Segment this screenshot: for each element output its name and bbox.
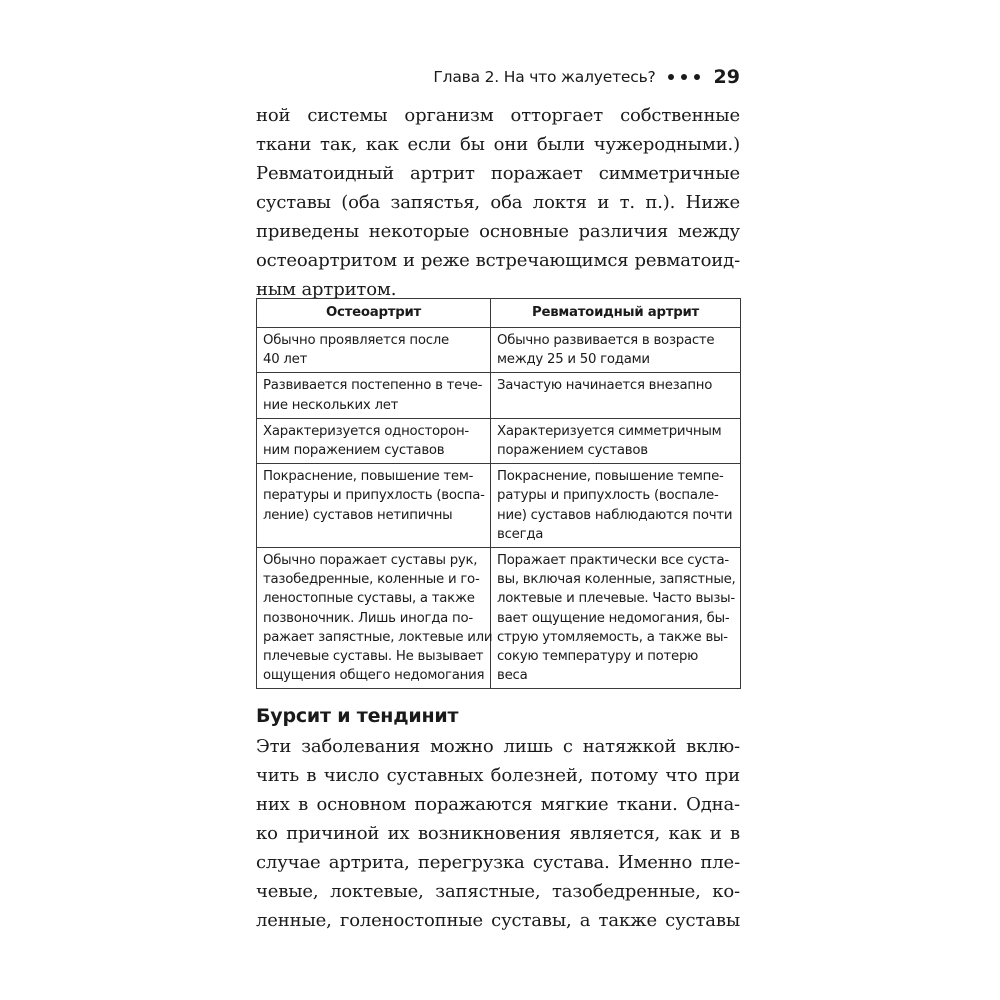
text-line: ленные, голеностопные суставы, а также суставы [256,910,740,931]
cell-line: ним поражением суставов [263,443,445,459]
cell-line: Характеризуется односторон- [263,423,469,439]
text-line: Эти заболевания можно лишь с натяжкой вклю- [256,736,740,757]
cell-line: плечевые суставы. Не вызывает [263,649,484,665]
cell-line: сокую температуру и потерю [497,649,699,665]
ornament-dot [668,74,674,80]
cell-line: локтевые и плечевые. Часто вызы- [497,591,735,607]
cell-line: Покраснение, повышение тем- [263,469,474,485]
cell-line: вает ощущение недомогания, бы- [497,610,730,626]
table-cell [257,464,491,548]
cell-line: 40 лет [263,352,308,368]
cell-line: Обычно проявляется после [263,333,449,348]
table-cell [257,328,491,373]
cell-line: поражением суставов [497,443,648,459]
cell-line: позвоночник. Лишь иногда по- [263,610,473,626]
cell-line: веса [497,668,528,684]
column-header-rheumatoid: Ревматоидный артрит [491,299,741,328]
cell-line: Покраснение, повышение темпе- [497,469,724,485]
text-line: ко причиной их возникновения является, как и в [256,823,740,844]
ornament-dot [694,74,700,80]
text-line: чевые, локтевые, запястные, тазобедренные, ко- [256,881,740,902]
cell-line: струю утомляемость, а также вы- [497,629,728,645]
running-head [256,62,740,92]
chapter-title: Глава 2. На что жалуетесь? [433,68,656,86]
text-line: случае артрита, перегрузка сустава. Именно пле- [256,852,740,873]
table-row [257,464,741,548]
cell-line: ощущения общего недомогания [263,668,485,684]
cell-line: всегда [497,526,544,542]
column-header-osteoarthritis: Остеоартрит [257,299,491,328]
text-line: ной системы организм отторгает собственные [256,105,740,126]
cell-line: ние) суставов наблюдаются почти [497,507,733,523]
table-row [257,373,741,418]
text-line: ткани так, как если бы они были чужеродными.) [256,134,740,155]
cell-line: Поражает практически все суста- [497,553,729,569]
cell-line: тазобедренные, коленные и го- [263,572,480,588]
table-cell [257,418,491,463]
cell-line: ление) суставов нетипичны [263,507,453,523]
section-paragraph [256,732,740,935]
table-cell [491,373,741,418]
text-line: чить в число суставных болезней, потому что при [256,765,740,786]
cell-line: леностопные суставы, а также [263,591,475,607]
table-header-row [257,299,741,328]
cell-line: вы, включая коленные, запястные, [497,572,736,588]
table-cell [491,418,741,463]
cell-line: между 25 и 50 годами [497,352,650,368]
cell-line: Обычно развивается в возрасте [497,333,715,348]
cell-line: Характеризуется симметричным [497,423,722,439]
section-heading: Бурсит и тендинит [256,705,459,727]
cell-line: Развивается постепенно в тече- [263,378,483,394]
text-line: Ревматоидный артрит поражает симметричные [256,163,740,184]
text-line: остеоартритом и реже встречающимся ревматоид- [256,250,740,271]
cell-line: ратуры и припухлость (воспале- [497,488,719,504]
cell-line: Зачастую начинается внезапно [497,378,713,394]
table-cell [491,328,741,373]
page-number: 29 [713,66,740,88]
ornament-dot [681,74,687,80]
cell-line: Обычно поражает суставы рук, [263,553,478,569]
ornament-dots [668,74,700,80]
comparison-table [256,298,741,689]
cell-line: ние нескольких лет [263,397,399,413]
cell-line: пературы и припухлость (воспа- [263,488,485,504]
text-line: суставы (оба запястья, оба локтя и т. п.). Ниже [256,192,740,213]
table-cell [257,373,491,418]
intro-paragraph [256,101,740,304]
table-cell [491,548,741,689]
table-cell [257,548,491,689]
table-cell [491,464,741,548]
table-row [257,328,741,373]
text-line: них в основном поражаются мягкие ткани. Одна- [256,794,740,815]
cell-line: ражает запястные, локтевые или [263,629,493,645]
table-row [257,418,741,463]
text-line: приведены некоторые основные различия между [256,221,740,242]
table-row [257,548,741,689]
text-line: ным артритом. [256,279,397,300]
